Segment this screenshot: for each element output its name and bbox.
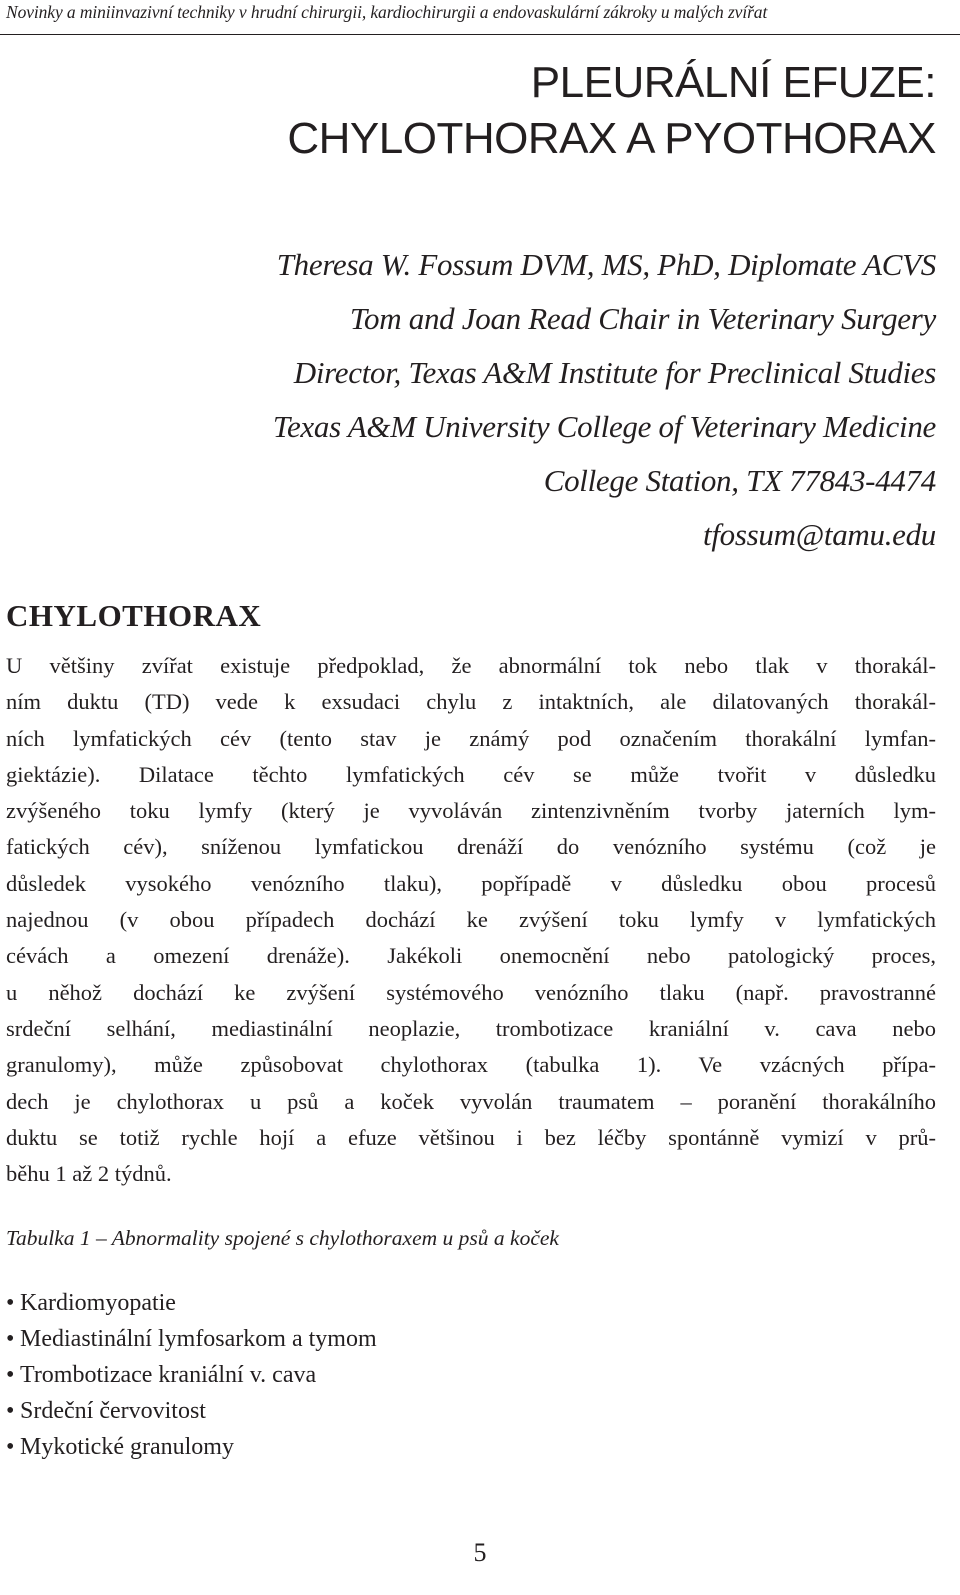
author-email: tfossum@tamu.edu [703,517,936,552]
running-header: Novinky a miniinvazivní techniky v hrudní chirurgii, kardiochirurgii a endovaskulární zákroky u malých zvířat [6,2,768,22]
list-item [6,1357,377,1393]
list-item-text: Kardiomyopatie [20,1290,176,1316]
body-line: dech je chylothorax u psů a koček vyvolán traumatem – poranění thorakálního [6,1088,936,1114]
bullet-icon: • [6,1326,15,1352]
title-line: PLEURÁLNÍ EFUZE: [530,58,936,107]
table-caption: Tabulka 1 – Abnormality spojené s chylothoraxem u psů a koček [6,1226,559,1250]
page-title [287,55,936,167]
list-item [6,1285,377,1321]
body-line: důsledek vysokého venózního tlaku), popřípadě v důsledku obou procesů [6,870,936,896]
page-number: 5 [473,1538,487,1567]
section-heading: CHYLOTHORAX [6,598,262,633]
body-line: srdeční selhání, mediastinální neoplazie, trombotizace kraniální v. cava nebo [6,1015,936,1041]
author-block [273,238,936,562]
body-line: u něhož dochází ke zvýšení systémového venózního tlaku (např. pravostranné [6,979,936,1005]
list-item-text: Mediastinální lymfosarkom a tymom [20,1326,377,1352]
body-line: granulomy), může způsobovat chylothorax (tabulka 1). Ve vzácných přípa- [6,1052,936,1078]
body-line: najednou (v obou případech dochází ke zvýšení toku lymfy v lymfatických [6,907,936,933]
body-line: ním duktu (TD) vede k exsudaci chylu z intaktních, ale dilatovaných thorakál- [6,689,936,715]
abnormality-list [6,1285,377,1465]
author-name: Theresa W. Fossum DVM, MS, PhD, Diplomate ACVS [276,247,936,282]
bullet-icon: • [6,1398,15,1424]
body-line: ních lymfatických cév (tento stav je známý pod označením thorakální lymfan- [6,725,936,751]
list-item-text: Trombotizace kraniální v. cava [20,1362,317,1388]
list-item [6,1321,377,1357]
body-line: duktu se totiž rychle hojí a efuze většinou i bez léčby spontánně vymizí v prů- [6,1124,936,1150]
bullet-icon: • [6,1290,15,1316]
body-line: zvýšeného toku lymfy (který je vyvoláván zintenzivněním tvorby jaterních lym- [6,798,936,824]
list-item-text: Srdeční červovitost [20,1398,206,1424]
title-line: CHYLOTHORAX A PYOTHORAX [287,114,936,163]
body-paragraph [6,648,936,1192]
list-item [6,1393,377,1429]
body-line: běhu 1 až 2 týdnů. [6,1161,172,1187]
author-institute: Director, Texas A&M Institute for Preclinical Studies [293,355,936,390]
list-item-text: Mykotické granulomy [20,1434,234,1460]
author-college: Texas A&M University College of Veterinary Medicine [272,409,936,444]
body-line: cévách a omezení drenáže). Jakékoli onemocnění nebo patologický proces, [6,943,936,969]
body-line: U většiny zvířat existuje předpoklad, že abnormální tok nebo tlak v thorakál- [6,653,936,678]
body-line: giektázie). Dilatace těchto lymfatických cév se může tvořit v důsledku [6,761,936,787]
author-position: Tom and Joan Read Chair in Veterinary Surgery [349,301,936,336]
author-address: College Station, TX 77843-4474 [543,463,936,498]
body-line: fatických cév), sníženou lymfatickou drenáží do venózního systému (což je [6,834,936,860]
header-rule [0,34,960,35]
bullet-icon: • [6,1434,15,1460]
bullet-icon: • [6,1362,15,1388]
list-item [6,1429,377,1465]
